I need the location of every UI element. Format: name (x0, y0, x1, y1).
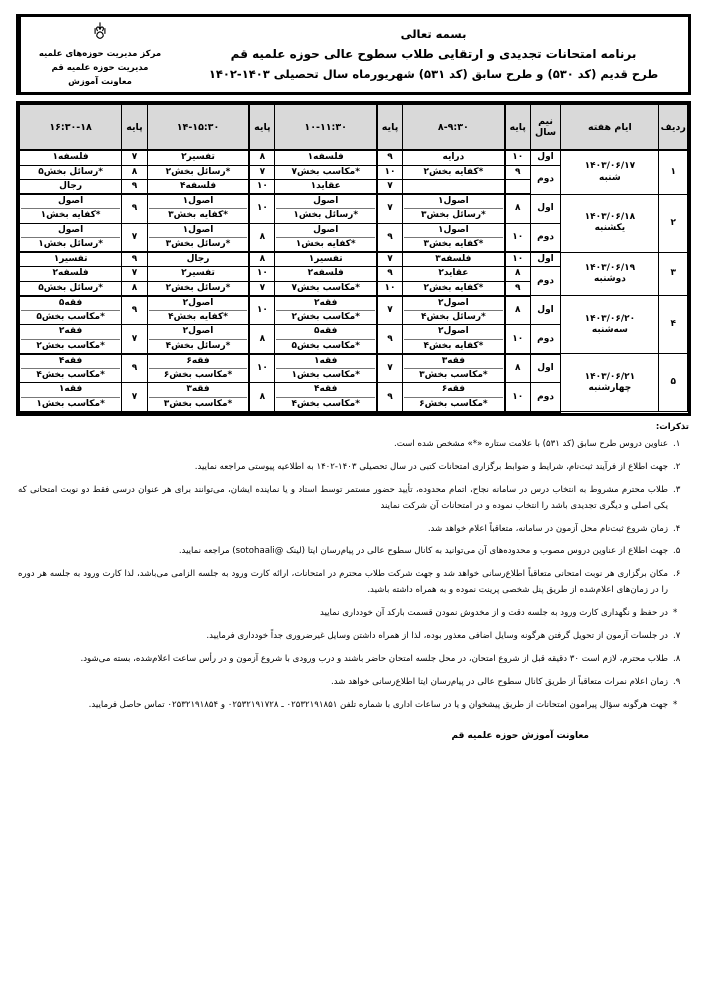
subject-secondary: *مکاسب بخش۱ (291, 370, 360, 381)
cell-grade: ۷ (249, 281, 275, 296)
cell-subject: *کفایه بخش۲ (403, 165, 505, 179)
note-number: ۴. (673, 523, 681, 534)
cell-subject (403, 325, 505, 354)
subject-primary: اصول۲ (149, 326, 248, 339)
cell-grade: ۱۰ (505, 325, 531, 354)
date-text: ۱۴۰۳/۰۶/۲۰ (584, 313, 636, 324)
cell-grade: ۱۰ (377, 165, 403, 179)
subject-primary: اصول (276, 225, 375, 238)
note-item (18, 675, 689, 691)
cell-subject: عقاید۲ (403, 267, 505, 281)
subject-secondary: *مکاسب بخش۴ (36, 370, 105, 381)
subject-primary: اصول۱ (149, 225, 248, 238)
cell-subject: درایه (403, 150, 505, 165)
cell-subject (403, 179, 505, 194)
cell-grade: ۱۰ (377, 281, 403, 296)
note-text: در حفظ و نگهداری کارت ورود به جلسه دقت و از مخدوش نمودن قسمت بارکد آن خودداری نمایید (319, 608, 668, 619)
header-title-block (179, 17, 688, 92)
subject-secondary: *رسائل بخش۱ (38, 238, 103, 249)
table-row (20, 354, 688, 383)
subject-primary: فقه۶ (404, 384, 503, 397)
cell-subject (20, 296, 122, 325)
note-number: * (673, 699, 678, 710)
document-title: برنامه امتحانات تجدیدی و ارتقایی طلاب سطوح عالی حوزه علمیه قم (230, 47, 637, 62)
cell-subject (403, 223, 505, 252)
cell-grade: ۱۰ (249, 194, 275, 223)
header-weekday: ایام هفته (561, 105, 659, 151)
cell-subject (147, 354, 249, 383)
date-text: ۱۴۰۳/۰۶/۱۷ (584, 161, 636, 172)
subject-primary: اصول (276, 196, 375, 209)
cell-subject: *رسائل بخش۵ (20, 165, 122, 179)
notes-section (16, 422, 691, 742)
subject-primary: فقه۲ (21, 326, 120, 339)
cell-subject: فلسفه۴ (147, 179, 249, 194)
subject-primary: اصول۱ (404, 225, 503, 238)
cell-grade: ۱۰ (505, 252, 531, 267)
cell-grade: ۸ (249, 252, 275, 267)
subject-secondary: *کفایه بخش۴ (168, 312, 228, 323)
note-number: ۵. (673, 546, 681, 557)
subject-primary: اصول۲ (404, 298, 503, 311)
subject-primary: فقه۲ (276, 298, 375, 311)
cell-weekday-date (561, 150, 659, 194)
date-text: ۱۴۰۳/۰۶/۲۱ (584, 371, 636, 382)
cell-grade: ۹ (122, 252, 148, 267)
cell-grade (505, 179, 531, 194)
subject-secondary: *رسائل بخش۴ (420, 312, 486, 323)
subject-secondary: *مکاسب بخش۱ (36, 398, 105, 409)
subject-primary: فقه۴ (21, 356, 120, 369)
subject-primary: فقه۵ (21, 298, 120, 311)
org-line-3: معاونت آموزش (68, 77, 132, 88)
note-number: ۱. (673, 438, 681, 449)
weekday-text: شنبه (599, 172, 621, 183)
document-header (16, 14, 691, 95)
cell-grade: ۷ (377, 252, 403, 267)
cell-subject (275, 383, 377, 412)
note-number: ۳. (673, 484, 681, 495)
subject-secondary: *مکاسب بخش۲ (36, 340, 105, 351)
cell-grade: ۹ (377, 325, 403, 354)
cell-subject: فلسفه۱ (20, 150, 122, 165)
note-text: عناوین دروس طرح سابق (کد ۵۳۱) با علامت ستاره «*» مشخص شده است. (393, 438, 668, 449)
note-number: ۸. (673, 653, 681, 664)
subject-secondary: *مکاسب بخش۳ (419, 370, 488, 381)
organization-block (19, 17, 179, 92)
cell-subject: فلسفه۲ (275, 267, 377, 281)
subject-primary: فقه۳ (404, 356, 503, 369)
note-item (18, 437, 689, 453)
subject-secondary: *مکاسب بخش۳ (163, 398, 233, 409)
cell-row-number: ۳ (659, 252, 688, 296)
cell-grade: ۹ (122, 194, 148, 223)
table-row (20, 252, 688, 267)
cell-subject (147, 223, 249, 252)
subject-primary: اصول۲ (404, 326, 503, 339)
cell-subject (275, 354, 377, 383)
note-item (18, 629, 689, 645)
header-time-slot-3: ۱۴-۱۵:۳۰ (147, 105, 249, 151)
note-text: طلاب محترم، لازم است ۳۰ دقیقه قبل از شروع امتحان، در محل جلسه امتحان حاضر باشند و درب ورودی با شروع آزمون و در رأس ساعت اعلام‌شده، بسته می‌شود. (80, 653, 668, 664)
table-body (20, 150, 688, 412)
cell-subject: تفسیر۲ (147, 150, 249, 165)
header-grade-slot2: پایه (377, 105, 403, 151)
cell-subject (20, 354, 122, 383)
header-time-slot-1: ۸-۹:۳۰ (403, 105, 505, 151)
subject-primary: اصول۱ (404, 196, 503, 209)
cell-subject (275, 194, 377, 223)
cell-half-year: دوم (530, 165, 561, 194)
header-time-slot-4: ۱۶:۳۰-۱۸ (20, 105, 122, 151)
cell-subject (147, 194, 249, 223)
cell-grade: ۹ (122, 354, 148, 383)
cell-grade: ۷ (122, 223, 148, 252)
cell-row-number: ۲ (659, 194, 688, 252)
cell-half-year: اول (530, 194, 561, 223)
note-text: جهت هرگونه سؤال پیرامون امتحانات از طریق پیشخوان و یا در ساعات اداری با شماره تلفن ۰۲۵۳۲۱۹۱۸۵۱ ـ ۰۲۵۳۲۱۹۱۷۲۸ و ۰۲۵۳۲۱۹۱۸۵۴ تماس حاصل فرمایید. (88, 699, 668, 710)
note-number: ۲. (673, 461, 681, 472)
cell-grade: ۹ (122, 296, 148, 325)
date-text: ۱۴۰۳/۰۶/۱۹ (584, 262, 636, 273)
cell-subject (20, 325, 122, 354)
subject-primary: اصول (21, 196, 120, 209)
cell-subject (275, 325, 377, 354)
cell-subject (20, 223, 122, 252)
cell-subject (147, 296, 249, 325)
subject-primary: اصول۲ (149, 298, 248, 311)
subject-secondary: *رسائل بخش۴ (165, 340, 231, 351)
cell-half-year: اول (530, 296, 561, 325)
cell-subject: رجال (20, 179, 122, 194)
cell-subject: *مکاسب بخش۷ (275, 281, 377, 296)
cell-grade: ۸ (249, 150, 275, 165)
subject-secondary: *مکاسب بخش۲ (291, 312, 360, 323)
weekday-text: یکشنبه (594, 223, 626, 234)
header-grade-slot3: پایه (249, 105, 275, 151)
note-item (18, 698, 689, 714)
cell-grade: ۹ (377, 150, 403, 165)
cell-grade: ۸ (122, 165, 148, 179)
header-grade-slot4: پایه (122, 105, 148, 151)
subject-secondary: *کفایه بخش۴ (423, 340, 484, 351)
subject-secondary: *کفایه بخش۱ (295, 238, 356, 249)
cell-grade: ۸ (249, 325, 275, 354)
table-row (20, 296, 688, 325)
cell-subject: *رسائل بخش۲ (147, 281, 249, 296)
cell-grade: ۱۰ (505, 383, 531, 412)
cell-weekday-date (561, 354, 659, 412)
cell-weekday-date (561, 194, 659, 252)
note-item (18, 652, 689, 668)
cell-subject: *کفایه بخش۲ (403, 281, 505, 296)
table-row (20, 194, 688, 223)
subject-primary: فقه۳ (149, 384, 248, 397)
cell-subject (20, 383, 122, 412)
cell-subject: عقاید۱ (275, 179, 377, 194)
cell-weekday-date (561, 252, 659, 296)
subject-secondary: *مکاسب بخش۶ (419, 398, 488, 409)
cell-subject (147, 383, 249, 412)
cell-subject: رجال (147, 252, 249, 267)
cell-grade: ۹ (377, 223, 403, 252)
note-item (18, 606, 689, 622)
cell-subject: *رسائل بخش۵ (20, 281, 122, 296)
subject-primary: فقه۶ (149, 356, 248, 369)
note-item (18, 483, 689, 515)
header-time-slot-2: ۱۰-۱۱:۳۰ (275, 105, 377, 151)
cell-grade: ۱۰ (505, 150, 531, 165)
cell-grade: ۸ (505, 194, 531, 223)
cell-subject: *رسائل بخش۲ (147, 165, 249, 179)
note-text: در جلسات آزمون از تحویل گرفتن هرگونه وسایل اضافی معذور بوده، لذا از همراه داشتن وسایل غیرضروری جداً خودداری فرمایید. (206, 630, 668, 641)
subject-primary: فقه۴ (276, 384, 375, 397)
cell-grade: ۷ (122, 325, 148, 354)
cell-subject (403, 296, 505, 325)
note-text: مکان برگزاری هر نوبت امتحانی متعاقباً اطلاع‌رسانی خواهد شد و جهت شرکت طلاب محترم در امتحانات، ارائه کارت ورود به جلسه الزامی می‌باشد، لذا کارت ورود به جلسه هر دوره را در زمان‌های اعلام‌شده از طریق پنل شخصی پرینت نموده و به همراه داشته باشید. (18, 569, 668, 596)
cell-grade: ۷ (122, 383, 148, 412)
subject-primary: اصول (21, 225, 120, 238)
cell-half-year: اول (530, 150, 561, 165)
bismillah-line: بسمه تعالی (400, 27, 467, 42)
cell-subject: فلسفه۳ (403, 252, 505, 267)
cell-subject: *مکاسب بخش۷ (275, 165, 377, 179)
subject-secondary: *کفایه بخش۳ (423, 238, 484, 249)
cell-grade: ۸ (505, 354, 531, 383)
cell-subject (275, 296, 377, 325)
subject-primary: فقه۵ (276, 326, 375, 339)
cell-grade: ۱۰ (505, 223, 531, 252)
cell-grade: ۹ (377, 267, 403, 281)
cell-row-number: ۴ (659, 296, 688, 354)
cell-half-year: دوم (530, 325, 561, 354)
cell-subject (403, 354, 505, 383)
subject-secondary: *رسائل بخش۱ (293, 210, 359, 221)
cell-grade: ۸ (505, 267, 531, 281)
cell-half-year: اول (530, 354, 561, 383)
subject-secondary: *مکاسب بخش۵ (36, 312, 105, 323)
subject-secondary: *کفایه بخش۳ (168, 210, 228, 221)
cell-grade: ۹ (505, 281, 531, 296)
subject-secondary: *رسائل بخش۳ (165, 238, 231, 249)
header-half-year: نیم سال (530, 105, 561, 151)
note-text: جهت اطلاع از عناوین دروس مصوب و محدوده‌های آن می‌توانید به کانال سطوح عالی در پیام‌رسان ایتا (لینک @sotohaali) مراجعه نمایید. (178, 546, 668, 557)
note-item (18, 522, 689, 538)
note-number: ۷. (673, 630, 681, 641)
cell-subject (275, 223, 377, 252)
weekday-text: دوشنبه (593, 274, 626, 285)
notes-title: تذکرات: (655, 421, 689, 432)
note-text: زمان شروع ثبت‌نام محل آزمون در سامانه، متعاقباً اعلام خواهد شد. (427, 523, 668, 534)
table-row (20, 150, 688, 165)
org-line-2: مدیریت حوزه علمیه قم (51, 62, 149, 73)
subject-primary: فقه۱ (276, 356, 375, 369)
cell-grade: ۹ (122, 179, 148, 194)
cell-subject (20, 194, 122, 223)
weekday-text: سه‌شنبه (591, 324, 628, 335)
cell-half-year: دوم (530, 383, 561, 412)
schedule-table-container (16, 101, 691, 416)
cell-grade: ۷ (377, 194, 403, 223)
note-number: ۹. (673, 676, 681, 687)
cell-grade: ۸ (505, 296, 531, 325)
subject-primary: فقه۱ (21, 384, 120, 397)
subject-secondary: *مکاسب بخش۵ (291, 340, 360, 351)
note-number: ۶. (673, 569, 681, 580)
date-text: ۱۴۰۳/۰۶/۱۸ (584, 211, 636, 222)
cell-grade: ۷ (122, 150, 148, 165)
cell-grade: ۸ (122, 281, 148, 296)
cell-row-number: ۵ (659, 354, 688, 412)
note-number: * (673, 608, 678, 619)
org-line-1: مرکز مدیریت حوزه‌های علمیه (38, 48, 162, 59)
notes-list (18, 437, 689, 714)
cell-half-year: اول (530, 252, 561, 267)
cell-half-year: دوم (530, 267, 561, 296)
cell-subject: تفسیر۲ (147, 267, 249, 281)
header-grade-slot1: پایه (505, 105, 531, 151)
subject-secondary: *مکاسب بخش۴ (291, 398, 360, 409)
cell-grade: ۷ (377, 296, 403, 325)
footer-row (18, 721, 689, 742)
cell-grade: ۱۰ (249, 354, 275, 383)
cell-half-year: دوم (530, 223, 561, 252)
cell-grade: ۱۰ (249, 179, 275, 194)
cell-subject: تفسیر۱ (20, 252, 122, 267)
subject-secondary: *کفایه بخش۱ (40, 210, 101, 221)
cell-grade: ۱۰ (249, 296, 275, 325)
cell-grade: ۷ (249, 165, 275, 179)
subject-secondary: *رسائل بخش۳ (420, 210, 486, 221)
signature-line: معاونت آموزش حوزه علمیه قم (451, 730, 589, 741)
note-item (18, 567, 689, 599)
cell-subject: فلسفه۲ (20, 267, 122, 281)
subject-secondary: *مکاسب بخش۶ (163, 370, 233, 381)
exam-schedule-table (19, 104, 688, 413)
cell-subject (147, 325, 249, 354)
header-radif: ردیف (659, 105, 688, 151)
iran-emblem-icon (25, 22, 175, 44)
cell-grade: ۹ (377, 383, 403, 412)
cell-grade: ۷ (377, 354, 403, 383)
note-text: زمان اعلام نمرات متعاقباً از طریق کانال سطوح عالی در پیام‌رسان ایتا اطلاع‌رسانی خواهد شد. (331, 676, 668, 687)
cell-subject: تفسیر۱ (275, 252, 377, 267)
table-header-row (20, 105, 688, 151)
cell-subject (403, 383, 505, 412)
cell-grade: ۷ (122, 267, 148, 281)
cell-subject (403, 194, 505, 223)
weekday-text: چهارشنبه (588, 382, 632, 393)
cell-weekday-date (561, 296, 659, 354)
note-text: طلاب محترم مشروط به انتخاب درس در سامانه نجاح، اتمام محدوده، تأیید حضور مستمر توسط استاد و یا نماینده ایشان، می‌توانند برای هر عنوان درسی فقط دو نوبت امتحانی که یکی اصلی و دیگری تجدیدی باشد را انتخاب نموده و در امتحانات آن شرکت نمایند (18, 484, 668, 511)
cell-grade: ۱۰ (249, 267, 275, 281)
cell-grade: ۸ (249, 383, 275, 412)
cell-row-number: ۱ (659, 150, 688, 194)
note-text: جهت اطلاع از فرآیند ثبت‌نام، شرایط و ضوابط برگزاری امتحانات کتبی در سال تحصیلی ۱۴۰۳-۱۴۰۲ به اطلاعیه پیوستی مراجعه نمایید. (194, 461, 668, 472)
cell-grade: ۸ (249, 223, 275, 252)
note-item (18, 460, 689, 476)
document-subtitle: طرح قدیم (کد ۵۳۰) و طرح سابق (کد ۵۳۱) شهریورماه سال تحصیلی ۱۴۰۳-۱۴۰۲ (208, 67, 659, 82)
note-item (18, 544, 689, 560)
cell-grade: ۷ (377, 179, 403, 194)
cell-grade: ۹ (505, 165, 531, 179)
cell-subject: فلسفه۱ (275, 150, 377, 165)
subject-primary: اصول۱ (149, 196, 248, 209)
